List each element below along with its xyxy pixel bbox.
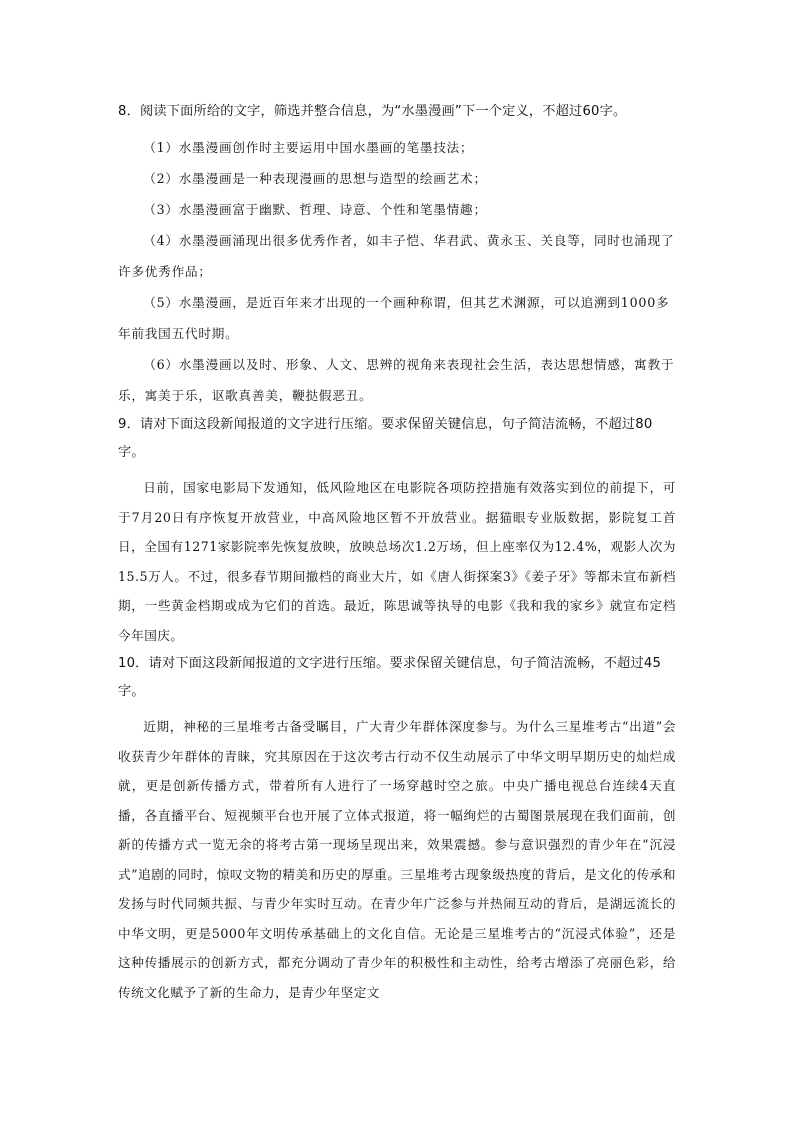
q8-item-3: （3）水墨漫画富于幽默、哲理、诗意、个性和笔墨情趣；	[143, 202, 487, 217]
question-10-stem: 10．请对下面这段新闻报道的文字进行压缩。要求保留关键信息，句子简洁流畅，不超过45字。	[118, 656, 662, 699]
q8-item-5: （5）水墨漫画，是近百年来才出现的一个画种称谓，但其艺术渊源，可以追溯到1000多年前我国五代时期。	[118, 295, 670, 341]
q8-item-4: （4）水墨漫画涌现出很多优秀作者，如丰子恺、华君武、黄永玉、关良等，同时也涌现了许多优秀作品；	[118, 233, 675, 279]
q8-item-6: （6）水墨漫画以及时、形象、人文、思辨的视角来表现社会生活，表达思想情感，寓教于乐，寓美于乐，讴歌真善美，鞭挞假恶丑。	[118, 357, 675, 403]
q10-passage: 近期，神秘的三星堆考古备受瞩目，广大青少年群体深度参与。为什么三星堆考古“出道”会收获青少年群体的青睐，究其原因在于这次考古行动不仅生动展示了中华文明早期历史的灿烂成就，更是创新传播方式，带着所有人进行了一场穿越时空之旅。中央广播电视总台连续4天直播，各直播平台、短视频平台也开展了立体式报道，将一幅绚烂的古蜀图景展现在我们面前，创新的传播方式一览无余的将考古第一现场呈现出来，效果震撼。参与意识强烈的青少年在“沉浸式”追剧的同时，惊叹文物的精美和历史的厚重。三星堆考古现象级热度的背后，是文化的传承和发扬与时代同频共振、与青少年实时互动。在青少年广泛参与并热闹互动的背后，是湖远流长的中华文明，更是5000年文明传承基础上的文化自信。无论是三星堆考古的“沉浸式体验”，还是这种传播展示的创新方式，都充分调动了青少年的积极性和主动性，给考古增添了亮丽色彩，给传统文化赋予了新的生命力，是青少年坚定文	[118, 719, 676, 1000]
document-page	[118, 98, 676, 1007]
question-9-stem: 9．请对下面这段新闻报道的文字进行压缩。要求保留关键信息，句子简洁流畅，不超过80字。	[118, 417, 653, 460]
q8-item-1: （1）水墨漫画创作时主要运用中国水墨画的笔墨技法；	[143, 140, 474, 155]
question-8-stem: 8．阅读下面所给的文字，筛选并整合信息，为“水墨漫画”下一个定义，不超过60字。	[118, 104, 627, 119]
q8-item-2: （2）水墨漫画是一种表现漫画的思想与造型的绘画艺术；	[143, 171, 487, 186]
q9-passage: 日前，国家电影局下发通知，低风险地区在电影院各项防控措施有效落实到位的前提下，可于7月20日有序恢复开放营业，中高风险地区暂不开放营业。据猫眼专业版数据，影院复工首日，全国有1271家影院率先恢复放映，放映总场次1.2万场，但上座率仅为12.4%，观影人次为15.5万人。不过，很多春节期间撤档的商业大片，如《唐人街探案3》《姜子牙》等都未宣布新档期，一些黄金档期或成为它们的首选。最近，陈思诚等执导的电影《我和我的家乡》就宣布定档今年国庆。	[118, 480, 676, 643]
